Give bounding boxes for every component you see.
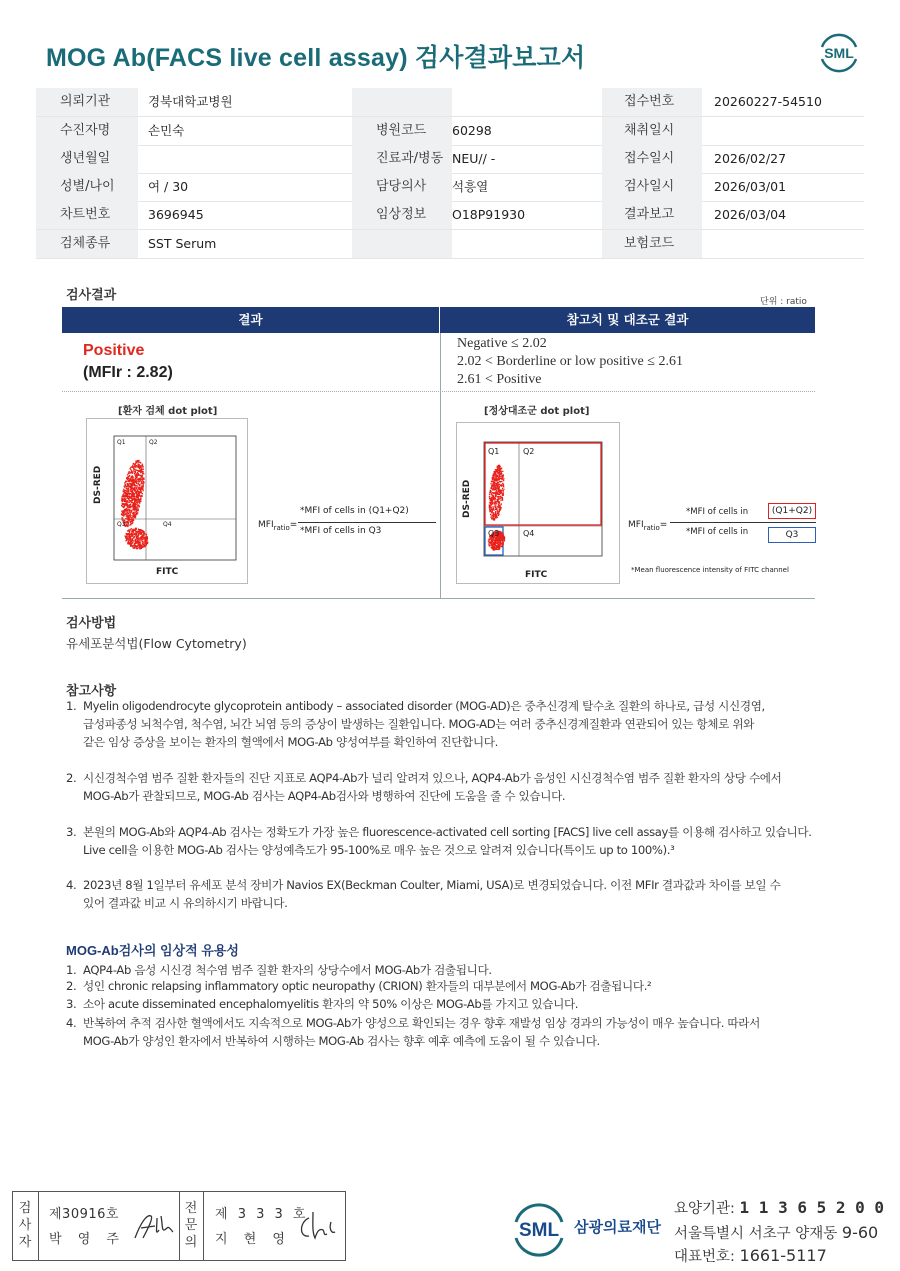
mfi-sub: ratio bbox=[273, 523, 290, 532]
info-value: 석흥열 bbox=[452, 179, 489, 194]
item-line: 같은 임상 증상을 보이는 환자의 혈액에서 MOG-Ab 양성여부를 확인하여 진단합니다. bbox=[83, 735, 498, 749]
item-line: 본원의 MOG-Ab와 AQP4-Ab 검사는 정확도가 가장 높은 fluorescence-activated cell sorting [FACS] live cell assay를 이용해 검사하고 있습니다. bbox=[83, 825, 812, 839]
item-number: 3. bbox=[66, 997, 77, 1011]
ref-borderline: 2.02 < Borderline or low positive ≤ 2.61 bbox=[457, 354, 683, 369]
item-line: 반복하여 추적 검사한 혈액에서도 지속적으로 MOG-Ab가 양성으로 확인되는 경우 향후 재발성 임상 경과의 가능성이 매우 높습니다. 따라서 bbox=[83, 1016, 760, 1030]
footer-logo-text: SML bbox=[518, 1220, 560, 1241]
info-label: 결과보고 bbox=[602, 201, 702, 229]
info-value: 손민숙 bbox=[148, 123, 185, 138]
info-label: 의뢰기관 bbox=[36, 88, 138, 116]
item-line: 있어 결과값 비교 시 유의하시기 바랍니다. bbox=[83, 896, 288, 910]
section-bottom-line bbox=[62, 598, 815, 599]
info-value bbox=[452, 88, 602, 116]
mfi-sub-2: ratio bbox=[643, 523, 660, 532]
sig2-number: 제 3 3 3 호 bbox=[215, 1207, 309, 1222]
col-ref-header: 참고치 및 대조군 결과 bbox=[566, 312, 689, 327]
control-plot-title: [정상대조군 dot plot] bbox=[484, 406, 590, 417]
ref-positive: 2.61 < Positive bbox=[457, 372, 542, 387]
info-value: O18P91930 bbox=[452, 207, 526, 222]
signature-1-icon bbox=[131, 1208, 177, 1244]
info-value: NEU// - bbox=[452, 151, 496, 166]
sml-footer-logo-icon bbox=[508, 1200, 570, 1258]
result-section-title: 검사결과 bbox=[66, 287, 117, 302]
info-value bbox=[148, 145, 348, 173]
address-number: 9-60 bbox=[841, 1223, 879, 1242]
notes-title: 참고사항 bbox=[66, 683, 117, 698]
list-item bbox=[66, 823, 812, 859]
fraction-line bbox=[298, 522, 436, 523]
list-item bbox=[66, 995, 578, 1013]
formula2-den-box: Q3 bbox=[768, 527, 816, 543]
info-row bbox=[36, 88, 864, 117]
q2-label: Q2 bbox=[149, 439, 158, 446]
item-line: MOG-Ab가 양성인 환자에서 반복하여 시행하는 MOG-Ab 검사는 향후 예후 예측에 도움이 될 수 있습니다. bbox=[83, 1034, 600, 1048]
info-row bbox=[36, 117, 864, 146]
item-line: 급성파종성 뇌척수염, 척수염, 뇌간 뇌염 등의 증상이 발생하는 질환입니다. MOG-AD는 여러 중추신경계질환과 연관되어 있는 항체로 위와 bbox=[83, 717, 755, 731]
item-line: AQP4-Ab 음성 시신경 척수염 범주 질환 환자의 상당수에서 MOG-Ab가 검출됩니다. bbox=[83, 963, 492, 977]
formula2-num-text: *MFI of cells in bbox=[686, 507, 749, 517]
institute-name: 삼광의료재단 bbox=[574, 1218, 661, 1236]
formula-denominator: *MFI of cells in Q3 bbox=[300, 526, 382, 536]
mfi-ratio-label-2: $MFI_{ratio}=$ bbox=[628, 520, 668, 532]
item-number: 1. bbox=[66, 699, 77, 713]
item-number: 2. bbox=[66, 771, 77, 785]
item-number: 3. bbox=[66, 825, 77, 839]
c-x-axis-label: FITC bbox=[525, 570, 548, 580]
info-label: 차트번호 bbox=[36, 201, 138, 229]
dotted-divider bbox=[62, 391, 815, 392]
mfi-lhs: MFI bbox=[258, 520, 274, 530]
mfi-lhs-2: MFI bbox=[628, 520, 644, 530]
list-item bbox=[66, 769, 782, 805]
info-value: 20260227-54510 bbox=[714, 94, 822, 109]
item-line: 시신경척수염 범주 질환 환자들의 진단 지표로 AQP4-Ab가 널리 알려져 있으나, AQP4-Ab가 음성인 시신경척수염 범주 질환 환자의 상당 수에서 bbox=[83, 771, 782, 785]
c-q1-label: Q1 bbox=[488, 447, 500, 456]
info-label: 수진자명 bbox=[36, 117, 138, 145]
col-result-header: 결과 bbox=[238, 312, 263, 327]
info-label: 담당의사 bbox=[352, 173, 452, 201]
signature-2-icon bbox=[295, 1208, 341, 1244]
method-title: 검사방법 bbox=[66, 615, 117, 630]
sig2-label: 전 문 의 bbox=[184, 1201, 198, 1250]
signature-box bbox=[12, 1191, 346, 1261]
info-label: 생년월일 bbox=[36, 145, 138, 173]
clinical-title: MOG-Ab검사의 임상적 유용성 bbox=[66, 943, 239, 958]
info-label bbox=[352, 88, 452, 116]
info-value: 2026/02/27 bbox=[714, 151, 787, 166]
sig1-label: 검 사 자 bbox=[18, 1201, 32, 1250]
fraction-line-2 bbox=[670, 522, 816, 523]
list-item bbox=[66, 876, 780, 912]
info-value: 2026/03/04 bbox=[714, 207, 787, 222]
info-row bbox=[36, 145, 864, 174]
info-label: 채취일시 bbox=[602, 117, 702, 145]
control-dot-plot bbox=[456, 422, 620, 584]
q3-label: Q3 bbox=[117, 521, 126, 528]
patient-dot-plot bbox=[86, 418, 248, 584]
sig1-name: 박 영 주 bbox=[49, 1232, 125, 1247]
address bbox=[674, 1222, 878, 1243]
item-number: 4. bbox=[66, 878, 77, 892]
phone bbox=[674, 1245, 827, 1266]
info-row bbox=[36, 230, 864, 259]
report-title: MOG Ab(FACS live cell assay) 검사결과보고서 bbox=[46, 44, 586, 72]
info-label: 접수번호 bbox=[602, 88, 702, 116]
y-axis-label: DS-RED bbox=[93, 465, 103, 504]
result-status: Positive bbox=[83, 342, 145, 359]
info-value: 2026/03/01 bbox=[714, 179, 787, 194]
info-value bbox=[452, 230, 602, 258]
phone-label: 대표번호: bbox=[674, 1249, 735, 1265]
info-value: 60298 bbox=[452, 123, 492, 138]
code-label: 요양기관: bbox=[674, 1201, 735, 1217]
info-row bbox=[36, 173, 864, 202]
formula2-den-text: *MFI of cells in bbox=[686, 527, 749, 537]
info-value bbox=[714, 117, 864, 145]
item-line: Myelin oligodendrocyte glycoprotein antibody – associated disorder (MOG-AD)은 중추신경계 탈수초 질환의 하나로, 급성 시신경염, bbox=[83, 699, 765, 713]
c-q3-label: Q3 bbox=[488, 529, 500, 538]
info-label: 성별/나이 bbox=[36, 173, 138, 201]
mfir-value: (MFIr : 2.82) bbox=[83, 364, 173, 381]
c-y-axis-label: DS-RED bbox=[462, 479, 472, 518]
x-axis-label: FITC bbox=[156, 567, 179, 577]
sml-logo-icon bbox=[816, 30, 862, 76]
item-line: 소아 acute disseminated encephalomyelitis 환자의 약 50% 이상은 MOG-Ab를 가지고 있습니다. bbox=[83, 997, 579, 1011]
method-text: 유세포분석법(Flow Cytometry) bbox=[66, 636, 247, 651]
sig2-name: 지 현 영 bbox=[215, 1232, 291, 1247]
item-number: 2. bbox=[66, 979, 77, 993]
mfi-ratio-label: $MFI_{ratio}=$ bbox=[258, 520, 298, 532]
info-label: 검체종류 bbox=[36, 230, 138, 258]
c-q2-label: Q2 bbox=[523, 447, 535, 456]
info-label bbox=[352, 230, 452, 258]
info-value: 3696945 bbox=[148, 207, 204, 222]
formula2-num-box: (Q1+Q2) bbox=[768, 503, 816, 519]
info-value bbox=[714, 230, 864, 258]
q1-label: Q1 bbox=[117, 439, 126, 446]
info-value: 여 / 30 bbox=[148, 179, 189, 194]
info-row bbox=[36, 201, 864, 230]
column-divider bbox=[440, 333, 441, 598]
institution-code bbox=[674, 1197, 884, 1218]
result-header-bar bbox=[62, 307, 815, 333]
address-prefix: 서울특별시 서초구 양재동 bbox=[674, 1226, 838, 1242]
formula-numerator: *MFI of cells in (Q1+Q2) bbox=[300, 506, 409, 516]
info-label: 진료과/병동 bbox=[352, 145, 452, 173]
list-item bbox=[66, 977, 651, 995]
sig1-number: 제30916호 bbox=[49, 1207, 119, 1222]
info-label: 보험코드 bbox=[602, 230, 702, 258]
list-item bbox=[66, 1014, 760, 1050]
info-label: 접수일시 bbox=[602, 145, 702, 173]
code-value: 1 1 3 6 5 2 0 0 bbox=[739, 1198, 885, 1217]
item-line: Live cell을 이용한 MOG-Ab 검사는 양성예측도가 95-100%로 매우 높은 것으로 알려져 있습니다(특이도 up to 100%).³ bbox=[83, 843, 675, 857]
item-line: MOG-Ab가 관찰되므로, MOG-Ab 검사는 AQP4-Ab검사와 병행하여 진단에 도움을 줄 수 있습니다. bbox=[83, 789, 566, 803]
info-label: 검사일시 bbox=[602, 173, 702, 201]
unit-label: 단위 : ratio bbox=[760, 297, 807, 307]
q4-label: Q4 bbox=[163, 521, 172, 528]
info-value: 경북대학교병원 bbox=[148, 94, 233, 109]
phone-value: 1661-5117 bbox=[739, 1246, 827, 1265]
logo-text: SML bbox=[824, 45, 854, 61]
info-value: SST Serum bbox=[148, 236, 217, 251]
item-number: 4. bbox=[66, 1016, 77, 1030]
list-item bbox=[66, 697, 765, 751]
item-line: 2023년 8월 1일부터 유세포 분석 장비가 Navios EX(Beckman Coulter, Miami, USA)로 변경되었습니다. 이전 MFIr 결과값과 차이를 보일 수 bbox=[83, 878, 781, 892]
item-number: 1. bbox=[66, 963, 77, 977]
ref-negative: Negative ≤ 2.02 bbox=[457, 336, 547, 351]
c-q4-label: Q4 bbox=[523, 529, 535, 538]
info-label: 임상정보 bbox=[352, 201, 452, 229]
patient-plot-title: [환자 검체 dot plot] bbox=[118, 406, 218, 417]
item-line: 성인 chronic relapsing inflammatory optic neuropathy (CRION) 환자들의 대부분에서 MOG-Ab가 검출됩니다.² bbox=[83, 979, 652, 993]
info-label: 병원코드 bbox=[352, 117, 452, 145]
mfi-footnote: *Mean fluorescence intensity of FITC channel bbox=[631, 566, 789, 574]
